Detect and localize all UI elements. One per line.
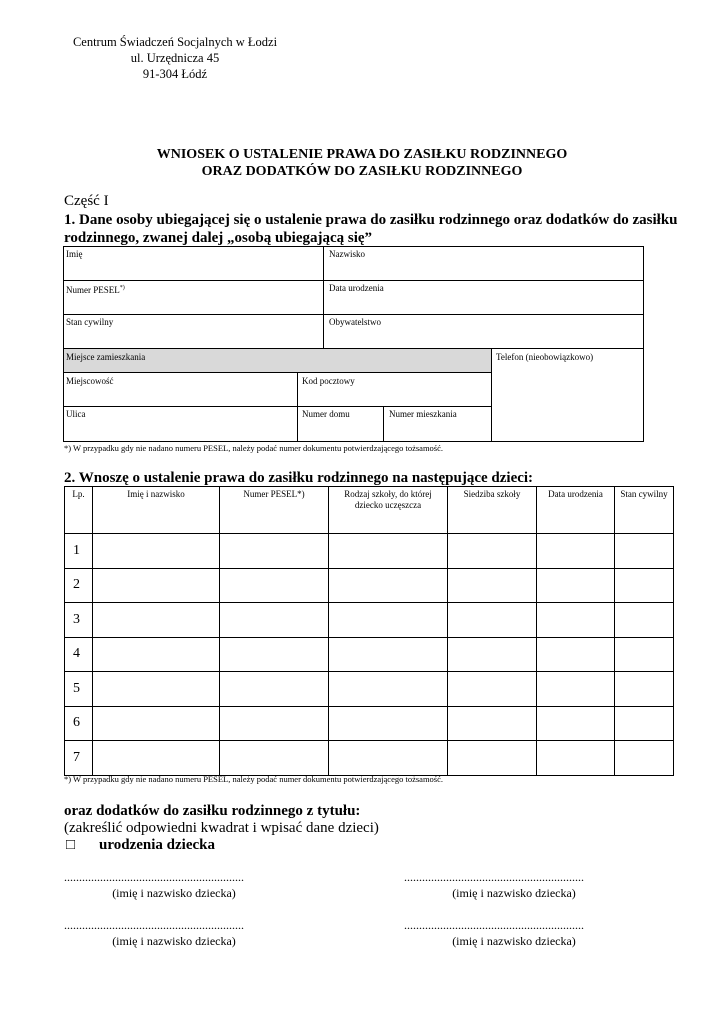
- child-name-line[interactable]: ............................................................: [64, 870, 244, 884]
- col-birth-date: Data urodzenia: [537, 487, 615, 534]
- pesel-label: Numer PESEL: [66, 285, 120, 295]
- row-number: 5: [65, 672, 93, 707]
- col-school-type: Rodzaj szkoły, do której dziecko uczęszcza: [329, 487, 448, 534]
- row-number: 4: [65, 637, 93, 672]
- footnote-pesel-2: *) W przypadku gdy nie nadano numeru PESEL, należy podać numer dokumentu potwierdzającego tożsamość.: [64, 774, 444, 784]
- child-name-line[interactable]: ............................................................: [404, 870, 584, 884]
- row-number: 2: [65, 568, 93, 603]
- child-name-caption: (imię i nazwisko dziecka): [112, 934, 236, 948]
- col-school-seat: Siedziba szkoły: [448, 487, 537, 534]
- row-number: 7: [65, 741, 93, 776]
- child-name-line[interactable]: ............................................................: [64, 918, 244, 932]
- table-row: [65, 603, 674, 638]
- applicant-data-grid: [63, 246, 644, 442]
- supplements-instruction: (zakreślić odpowiedni kwadrat i wpisać dane dzieci): [64, 820, 379, 836]
- table-row: [65, 568, 674, 603]
- children-table: [64, 486, 674, 776]
- form-title-line-1: WNIOSEK O USTALENIE PRAWA DO ZASIŁKU RODZINNEGO: [156, 147, 568, 162]
- house-number-field[interactable]: Numer domu: [302, 409, 350, 419]
- address-line-2: ul. Urzędnicza 45: [130, 51, 220, 65]
- birth-date-field[interactable]: Data urodzenia: [329, 283, 384, 293]
- form-title-line-2: ORAZ DODATKÓW DO ZASIŁKU RODZINNEGO: [201, 164, 523, 179]
- first-name-field[interactable]: Imię: [66, 249, 83, 259]
- marital-status-field[interactable]: Stan cywilny: [66, 317, 114, 327]
- birth-option-label: urodzenia dziecka: [99, 837, 215, 853]
- section-2-title: 2. Wnoszę o ustalenie prawa do zasiłku rodzinnego na następujące dzieci:: [64, 470, 534, 486]
- office-address: [60, 34, 290, 82]
- child-name-caption: (imię i nazwisko dziecka): [112, 886, 236, 900]
- residence-label: Miejsce zamieszkania: [66, 352, 146, 362]
- table-row: [65, 534, 674, 569]
- section-1-title: 1. Dane osoby ubiegającej się o ustalenie prawa do zasiłku rodzinnego oraz dodatków do zasiłku rodzinnego, zwanej dalej „osobą ubiegającą się”: [64, 212, 678, 246]
- footnote-pesel-1: *) W przypadku gdy nie nadano numeru PESEL, należy podać numer dokumentu potwierdzającego tożsamość.: [64, 443, 444, 453]
- children-table-header: [65, 487, 674, 534]
- apartment-number-field[interactable]: Numer mieszkania: [389, 409, 457, 419]
- city-field[interactable]: Miejscowość: [66, 376, 114, 386]
- table-row: [65, 672, 674, 707]
- surname-field[interactable]: Nazwisko: [329, 249, 365, 259]
- citizenship-field[interactable]: Obywatelstwo: [329, 317, 381, 327]
- table-row: [65, 741, 674, 776]
- pesel-footnote-mark: *): [119, 285, 125, 291]
- child-name-caption: (imię i nazwisko dziecka): [452, 886, 576, 900]
- row-number: 3: [65, 603, 93, 638]
- supplements-title: oraz dodatków do zasiłku rodzinnego z tytułu:: [64, 803, 361, 819]
- table-row: [65, 637, 674, 672]
- address-line-1: Centrum Świadczeń Socjalnych w Łodzi: [72, 35, 278, 49]
- table-row: [65, 706, 674, 741]
- child-name-line[interactable]: ............................................................: [404, 918, 584, 932]
- part-label: Część I: [64, 193, 109, 209]
- phone-field[interactable]: Telefon (nieobowiązkowo): [496, 352, 594, 362]
- birth-checkbox[interactable]: □: [66, 837, 76, 853]
- street-field[interactable]: Ulica: [66, 409, 86, 419]
- col-marital-status: Stan cywilny: [615, 487, 674, 534]
- postal-code-field[interactable]: Kod pocztowy: [302, 376, 355, 386]
- pesel-field[interactable]: [66, 283, 125, 295]
- col-pesel: Numer PESEL*): [220, 487, 329, 534]
- address-line-3: 91-304 Łódź: [142, 67, 208, 81]
- row-number: 1: [65, 534, 93, 569]
- child-name-caption: (imię i nazwisko dziecka): [452, 934, 576, 948]
- row-number: 6: [65, 706, 93, 741]
- col-lp: Lp.: [65, 487, 93, 534]
- col-name: Imię i nazwisko: [93, 487, 220, 534]
